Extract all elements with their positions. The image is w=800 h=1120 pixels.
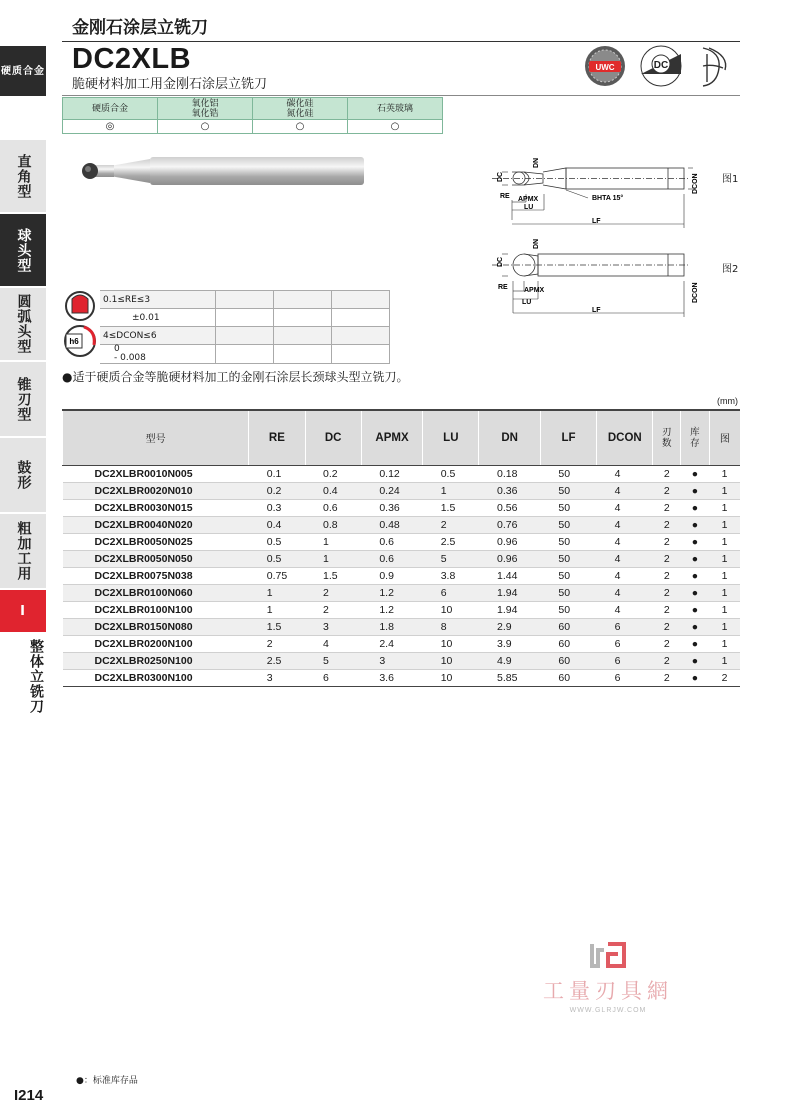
table-cell: ● [681, 669, 710, 686]
table-cell: 3 [249, 669, 305, 686]
table-cell: 0.5 [423, 465, 479, 482]
table-cell: DC2XLBR0075N038 [63, 567, 249, 584]
col-dcon: DCON [597, 410, 653, 465]
dimension-diagram-2 [488, 237, 713, 322]
figure-2-label: 图2 [722, 264, 739, 275]
apmx-label: APMX [518, 196, 539, 203]
table-cell: 10 [423, 669, 479, 686]
table-row [63, 567, 741, 584]
table-cell: 1.8 [361, 618, 422, 635]
table-row [63, 550, 741, 567]
table-cell: 4 [305, 635, 361, 652]
material-rating: ○ [158, 120, 253, 134]
table-cell: 1 [709, 499, 740, 516]
col-lf: LF [540, 410, 596, 465]
table-cell: 0.6 [305, 499, 361, 516]
col-dn: DN [479, 410, 540, 465]
dcon-label: DCON [692, 173, 699, 194]
table-cell: 0.6 [361, 533, 422, 550]
table-cell: 1.94 [479, 584, 540, 601]
table-cell: 4 [597, 567, 653, 584]
table-cell: 2 [653, 567, 681, 584]
table-cell: 1 [709, 465, 740, 482]
svg-text:DC: DC [653, 60, 669, 71]
table-cell: 50 [540, 516, 596, 533]
material-suitability-table [62, 97, 443, 134]
table-row [63, 465, 741, 482]
table-cell: 0.12 [361, 465, 422, 482]
col-apmx: APMX [361, 410, 422, 465]
table-cell: DC2XLBR0100N100 [63, 601, 249, 618]
watermark-logo-icon [588, 940, 628, 968]
table-cell: 6 [305, 669, 361, 686]
table-cell: DC2XLBR0010N005 [63, 465, 249, 482]
category-title: 金刚石涂层立铣刀 [72, 18, 208, 38]
table-cell: 2 [653, 601, 681, 618]
table-cell: DC2XLBR0150N080 [63, 618, 249, 635]
lf-label: LF [592, 218, 601, 225]
table-cell: 2 [653, 516, 681, 533]
table-cell: 0.5 [249, 550, 305, 567]
table-cell: ● [681, 550, 710, 567]
col-model: 型号 [63, 410, 249, 465]
page-number: I214 [14, 1087, 44, 1104]
footnote: ●：标准库存品 [76, 1076, 138, 1086]
table-cell: 2 [653, 584, 681, 601]
table-cell: 2 [653, 652, 681, 669]
table-cell: 10 [423, 601, 479, 618]
table-row [63, 533, 741, 550]
table-cell: ● [681, 567, 710, 584]
table-cell: 2 [653, 499, 681, 516]
table-row [63, 635, 741, 652]
table-cell: 2 [305, 584, 361, 601]
table-cell: 2 [653, 550, 681, 567]
table-cell: ● [681, 516, 710, 533]
table-cell: 0.4 [305, 482, 361, 499]
table-cell: ● [681, 652, 710, 669]
table-cell: DC2XLBR0030N015 [63, 499, 249, 516]
table-cell: 2.9 [479, 618, 540, 635]
table-cell: ● [681, 601, 710, 618]
table-cell: 50 [540, 567, 596, 584]
table-cell: 0.3 [249, 499, 305, 516]
col-flutes: 刃 数 [653, 410, 681, 465]
table-row [63, 669, 741, 686]
table-cell: 1 [709, 516, 740, 533]
table-cell: 2 [653, 482, 681, 499]
material-rating: ○ [348, 120, 443, 134]
table-cell: 50 [540, 550, 596, 567]
table-cell: 2.5 [249, 652, 305, 669]
end-mill-photo [80, 153, 370, 189]
table-cell: 4 [597, 584, 653, 601]
table-cell: 0.4 [249, 516, 305, 533]
re-range: 0.1≤RE≤3 [100, 291, 215, 309]
col-re: RE [249, 410, 305, 465]
table-cell: 2 [653, 465, 681, 482]
table-cell: 50 [540, 482, 596, 499]
table-cell: ● [681, 465, 710, 482]
table-cell: 2.4 [361, 635, 422, 652]
h6-icon: h6 [69, 337, 79, 346]
table-cell: 1.2 [361, 584, 422, 601]
table-cell: 1 [709, 652, 740, 669]
sidebar-item-square[interactable]: 直角型 [0, 140, 46, 212]
table-cell: 0.6 [361, 550, 422, 567]
watermark [538, 940, 678, 1014]
table-cell: 10 [423, 652, 479, 669]
sidebar-item-roughing[interactable]: 粗加工用 [0, 514, 46, 588]
table-cell: 3.9 [479, 635, 540, 652]
table-cell: 2 [423, 516, 479, 533]
header-divider [62, 41, 740, 42]
material-header: 碳化硅 氮化硅 [253, 98, 348, 120]
table-cell: DC2XLBR0040N020 [63, 516, 249, 533]
table-cell: 1 [249, 584, 305, 601]
table-cell: 3 [305, 618, 361, 635]
table-cell: 3.8 [423, 567, 479, 584]
sidebar-item-corner-radius[interactable]: 圆弧头型 [0, 288, 46, 360]
flute-shape-icon [703, 48, 726, 86]
table-cell: 0.36 [361, 499, 422, 516]
table-cell: DC2XLBR0200N100 [63, 635, 249, 652]
table-cell: 0.9 [361, 567, 422, 584]
table-cell: 1 [709, 482, 740, 499]
table-cell: 5 [305, 652, 361, 669]
sidebar-item-section-i[interactable]: I [0, 590, 46, 632]
table-cell: 6 [597, 669, 653, 686]
sidebar-item-carbide[interactable]: 硬质合金 [0, 46, 46, 96]
table-cell: 2.5 [423, 533, 479, 550]
tolerance-table [100, 290, 390, 364]
apmx-label: APMX [524, 287, 545, 294]
material-rating: ○ [253, 120, 348, 134]
table-cell: 0.2 [305, 465, 361, 482]
re-label: RE [498, 284, 508, 291]
table-row [63, 499, 741, 516]
table-cell: ● [681, 499, 710, 516]
table-cell: 1.2 [361, 601, 422, 618]
lf-label: LF [592, 307, 601, 314]
table-row [63, 482, 741, 499]
table-cell: DC2XLBR0300N100 [63, 669, 249, 686]
table-cell: 0.76 [479, 516, 540, 533]
bhta-label: BHTA 15° [592, 195, 624, 202]
sidebar-item-ball[interactable]: 球头型 [0, 214, 46, 286]
table-cell: 1.5 [249, 618, 305, 635]
table-cell: 3.6 [361, 669, 422, 686]
table-cell: DC2XLBR0020N010 [63, 482, 249, 499]
table-cell: 8 [423, 618, 479, 635]
table-cell: 2 [709, 669, 740, 686]
table-row [63, 652, 741, 669]
header-divider-2 [62, 95, 740, 96]
table-cell: 1 [305, 533, 361, 550]
table-cell: 2 [249, 635, 305, 652]
table-cell: 1 [709, 533, 740, 550]
table-cell: 2 [653, 533, 681, 550]
table-cell: 0.8 [305, 516, 361, 533]
table-cell: 6 [423, 584, 479, 601]
table-cell: 0.96 [479, 550, 540, 567]
table-cell: 1.5 [423, 499, 479, 516]
table-row [63, 516, 741, 533]
table-cell: 0.96 [479, 533, 540, 550]
table-cell: 0.36 [479, 482, 540, 499]
table-cell: 60 [540, 618, 596, 635]
table-cell: DC2XLBR0100N060 [63, 584, 249, 601]
table-cell: 0.2 [249, 482, 305, 499]
dimension-diagram-1 [488, 158, 713, 233]
dcon-label: DCON [692, 282, 699, 303]
table-cell: 1 [305, 550, 361, 567]
watermark-url: WWW.GLRJW.COM [569, 1007, 647, 1014]
table-cell: ● [681, 618, 710, 635]
table-cell: 0.5 [249, 533, 305, 550]
table-cell: 60 [540, 652, 596, 669]
table-cell: 4 [597, 516, 653, 533]
table-cell: 2 [653, 618, 681, 635]
table-cell: 1.44 [479, 567, 540, 584]
table-cell: 6 [597, 652, 653, 669]
table-row [63, 584, 741, 601]
table-cell: 4 [597, 465, 653, 482]
sidebar-item-taper[interactable]: 锥刃型 [0, 362, 46, 436]
table-cell: 1 [423, 482, 479, 499]
table-cell: 0.18 [479, 465, 540, 482]
table-cell: 1 [709, 635, 740, 652]
sidebar-section-label: 整体立铣刀 [28, 638, 44, 714]
table-cell: ● [681, 584, 710, 601]
watermark-name: 工量刃具網 [543, 979, 673, 1003]
dn-label: DN [533, 238, 540, 249]
table-cell: 2 [653, 635, 681, 652]
lu-label: LU [524, 204, 534, 211]
table-cell: 6 [597, 618, 653, 635]
table-cell: 0.48 [361, 516, 422, 533]
table-cell: 2 [305, 601, 361, 618]
re-tolerance: ±0.01 [100, 309, 215, 327]
material-header: 氧化铝 氧化锆 [158, 98, 253, 120]
table-cell: 1 [709, 567, 740, 584]
table-cell: 1.94 [479, 601, 540, 618]
table-cell: DC2XLBR0050N050 [63, 550, 249, 567]
tolerance-icons [62, 289, 102, 361]
table-row [63, 618, 741, 635]
col-stock: 库 存 [681, 410, 710, 465]
table-cell: ● [681, 635, 710, 652]
dcon-range: 4≤DCON≤6 [100, 327, 215, 345]
unit-label: (mm) [717, 396, 738, 406]
dn-label: DN [533, 158, 540, 168]
page-title: DC2XLB [72, 43, 192, 75]
spec-table [62, 409, 740, 687]
table-cell: 5.85 [479, 669, 540, 686]
col-dc: DC [305, 410, 361, 465]
col-lu: LU [423, 410, 479, 465]
table-cell: 1.5 [305, 567, 361, 584]
dcon-upper: 0 [114, 344, 120, 354]
product-logos [583, 44, 743, 88]
table-cell: 2 [653, 669, 681, 686]
table-cell: 50 [540, 533, 596, 550]
table-cell: DC2XLBR0050N025 [63, 533, 249, 550]
table-cell: 0.75 [249, 567, 305, 584]
table-cell: 50 [540, 499, 596, 516]
dc-coating-icon [641, 46, 681, 86]
dc-label: DC [497, 256, 504, 267]
figure-1-label: 图1 [722, 174, 739, 185]
page-subtitle: 脆硬材料加工用金刚石涂层立铣刀 [72, 77, 268, 92]
col-figure: 图 [709, 410, 740, 465]
table-cell: 1 [249, 601, 305, 618]
table-cell: 3 [361, 652, 422, 669]
table-cell: 10 [423, 635, 479, 652]
table-cell: 50 [540, 584, 596, 601]
sidebar-item-barrel[interactable]: 鼓形 [0, 438, 46, 512]
dc-label: DC [497, 171, 504, 182]
table-cell: 4 [597, 482, 653, 499]
table-cell: DC2XLBR0250N100 [63, 652, 249, 669]
table-cell: ● [681, 482, 710, 499]
table-cell: 0.1 [249, 465, 305, 482]
table-cell: 1 [709, 601, 740, 618]
table-cell: 1 [709, 550, 740, 567]
re-label: RE [500, 193, 510, 200]
table-row [63, 601, 741, 618]
table-cell: 5 [423, 550, 479, 567]
table-cell: 6 [597, 635, 653, 652]
table-cell: 50 [540, 465, 596, 482]
table-cell: 4 [597, 499, 653, 516]
table-cell: 4 [597, 533, 653, 550]
uwc-logo-icon [585, 46, 625, 86]
table-cell: 1 [709, 618, 740, 635]
material-header: 石英玻璃 [348, 98, 443, 120]
table-cell: 60 [540, 635, 596, 652]
material-rating: ◎ [63, 120, 158, 134]
svg-text:UWC: UWC [595, 63, 615, 72]
table-cell: 4 [597, 550, 653, 567]
table-cell: 1 [709, 584, 740, 601]
table-cell: 4 [597, 601, 653, 618]
table-cell: ● [681, 533, 710, 550]
table-cell: 4.9 [479, 652, 540, 669]
material-header: 硬质合金 [63, 98, 158, 120]
table-cell: 50 [540, 601, 596, 618]
table-cell: 0.24 [361, 482, 422, 499]
description: ●适于硬质合金等脆硬材料加工的金刚石涂层长颈球头型立铣刀。 [62, 370, 409, 384]
lu-label: LU [522, 299, 532, 306]
table-cell: 60 [540, 669, 596, 686]
table-cell: 0.56 [479, 499, 540, 516]
dcon-lower: - 0.008 [114, 353, 146, 363]
